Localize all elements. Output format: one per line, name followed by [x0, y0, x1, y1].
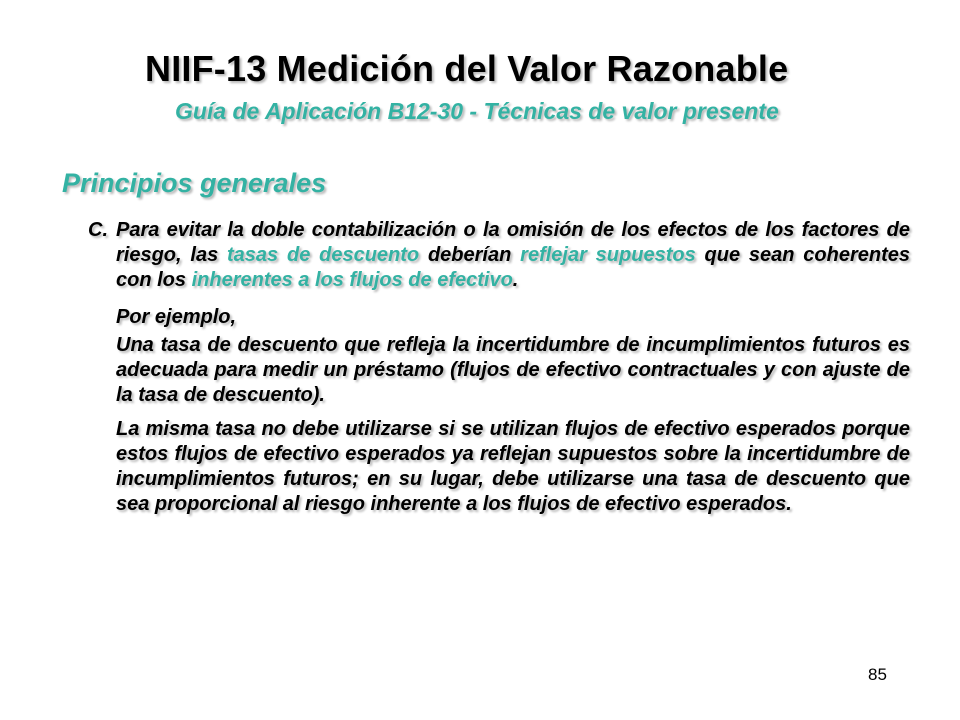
example-label: Por ejemplo, — [116, 306, 237, 328]
item-marker: C. — [88, 219, 108, 241]
item-content — [116, 218, 910, 517]
page-number: 85 — [868, 665, 887, 684]
list-item-c — [88, 218, 910, 517]
slide-subtitle: Guía de Aplicación B12-30 - Técnicas de valor presente — [175, 98, 779, 124]
highlight-discount-rates: tasas de descuento — [227, 244, 420, 266]
body-content — [88, 218, 910, 517]
paragraph-counter-example: La misma tasa no debe utilizarse si se utilizan flujos de efectivo esperados porque estos flujos de efectivo esperados ya reflejan supuestos sobre la incertidumbre de incumplimientos futuros; en su lugar, debe utilizarse una tasa de descuento que sea proporcional al riesgo inherente a los flujos de efectivo esperados. — [116, 418, 910, 515]
paragraph-text: que sean coherentes con los — [116, 244, 910, 291]
paragraph-principle — [116, 218, 910, 293]
highlight-inherent-cash-flows: inherentes a los flujos de efectivo — [191, 269, 513, 291]
section-heading: Principios generales — [62, 168, 327, 198]
paragraph-text: deberían — [419, 244, 521, 266]
paragraph-example: Una tasa de descuento que refleja la incertidumbre de incumplimientos futuros es adecuada para medir un préstamo (flujos de efectivo contractuales y con ajuste de la tasa de descuento). — [116, 334, 910, 406]
slide-title: NIIF-13 Medición del Valor Razonable — [145, 48, 789, 89]
paragraph-text: . — [512, 269, 519, 291]
paragraph-text: Para evitar la doble contabilización o la omisión de los efectos de los factores de riesgo, las — [116, 219, 910, 266]
highlight-reflect-assumptions: reflejar supuestos — [520, 244, 696, 266]
